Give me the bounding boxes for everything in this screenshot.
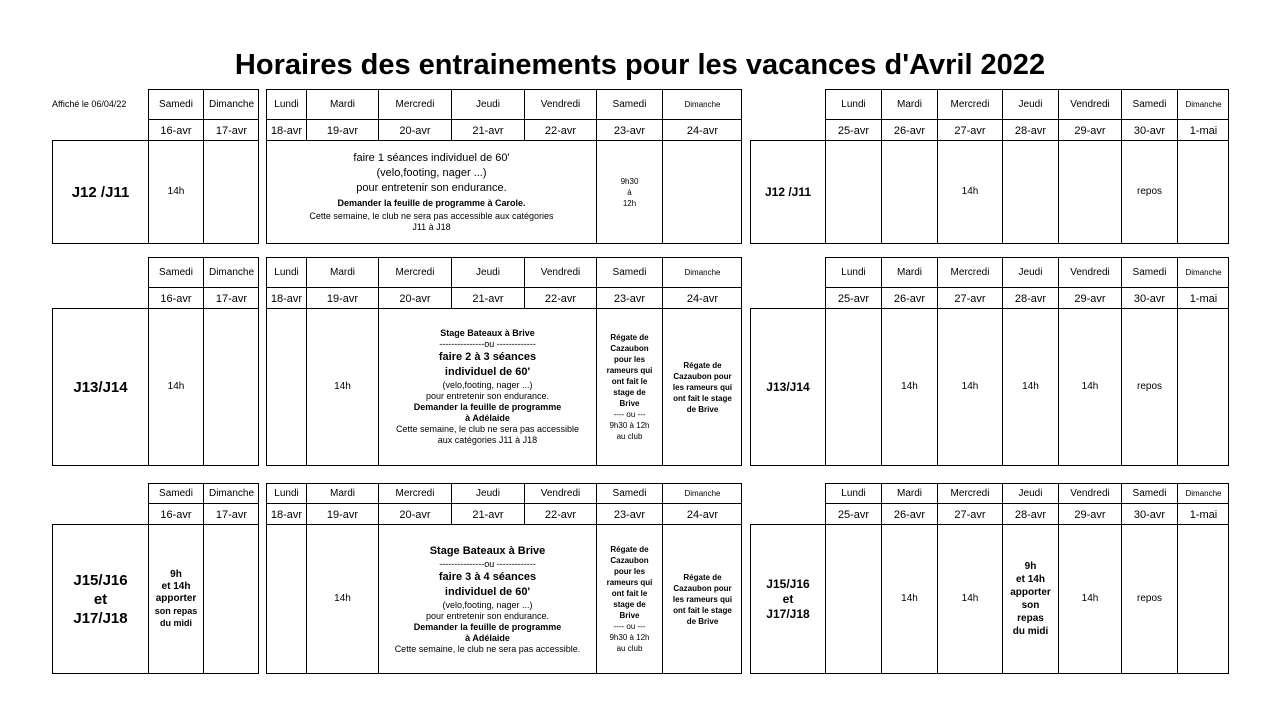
- date-header: 26-avr: [882, 504, 938, 525]
- week2-header: [825, 483, 1229, 525]
- day-header: Samedi: [149, 90, 204, 120]
- date-header: 18-avr: [267, 288, 307, 309]
- day-header: Jeudi: [452, 484, 525, 504]
- date-header: 16-avr: [149, 288, 204, 309]
- session-wed27: 14h: [938, 309, 1003, 465]
- group-label: J15/J16 et J17/J18: [53, 525, 149, 673]
- session-sun24: [663, 141, 742, 243]
- day-header: Vendredi: [1059, 90, 1122, 120]
- date-header: 17-avr: [215, 124, 248, 137]
- session-fri29: [1059, 141, 1122, 243]
- date-header: 1-mai: [1189, 508, 1218, 521]
- week2-header: [825, 257, 1229, 309]
- day-header: Samedi: [1122, 258, 1178, 288]
- day-header: Lundi: [267, 484, 307, 504]
- day-header: Samedi: [149, 258, 204, 288]
- week1-header: [266, 257, 742, 309]
- day-header: Mercredi: [379, 90, 452, 120]
- date-header: 27-avr: [938, 288, 1003, 309]
- group-label: J12 /J11: [751, 141, 826, 243]
- day-header: Vendredi: [525, 90, 597, 120]
- day-header: Dimanche: [204, 484, 259, 504]
- date-header: 27-avr: [938, 504, 1003, 525]
- session-sun17: [204, 141, 259, 243]
- group-j12-week2: [750, 140, 1229, 244]
- session-tue19: 14h: [307, 525, 379, 673]
- day-header: Dimanche: [204, 258, 259, 288]
- session-sun01: [1178, 525, 1229, 673]
- date-header: 1-mai: [1189, 124, 1218, 137]
- date-header: 21-avr: [452, 288, 525, 309]
- day-header: Mardi: [307, 484, 379, 504]
- day-header: Lundi: [826, 484, 882, 504]
- day-header: Samedi: [597, 258, 663, 288]
- group-j15-week2: [750, 524, 1229, 674]
- date-header: 16-avr: [149, 120, 204, 141]
- session-sun17: [204, 525, 259, 673]
- date-header: 28-avr: [1003, 120, 1059, 141]
- session-sat30: repos: [1122, 525, 1178, 673]
- session-wed27: 14h: [938, 525, 1003, 673]
- day-header: Mercredi: [938, 258, 1003, 288]
- day-header: Jeudi: [1003, 258, 1059, 288]
- session-tue19: 14h: [307, 309, 379, 465]
- session-mon25: [826, 525, 882, 673]
- date-header: 20-avr: [379, 120, 452, 141]
- date-header: 24-avr: [686, 508, 719, 521]
- date-header: 25-avr: [826, 504, 882, 525]
- group-label: J15/J16 et J17/J18: [751, 525, 826, 673]
- week1-weekend-header: [148, 257, 259, 309]
- date-header: 29-avr: [1059, 288, 1122, 309]
- day-header: Mercredi: [938, 484, 1003, 504]
- date-header: 17-avr: [215, 508, 248, 521]
- date-header: 29-avr: [1059, 120, 1122, 141]
- session-sat16: 14h: [149, 309, 204, 465]
- session-sun24: Régate de Cazaubon pour les rameurs qui ont fait le stage de Brive: [672, 360, 733, 414]
- week-note: faire 1 séances individuel de 60' (velo,footing, nager ...) pour entretenir son endurance. Demander la feuille de programme à Carole. Cette semaine, le club ne sera pas accessible aux catégories J11 à J18: [267, 141, 597, 243]
- day-header: Dimanche: [663, 484, 742, 504]
- date-header: 23-avr: [597, 120, 663, 141]
- day-header: Jeudi: [1003, 90, 1059, 120]
- session-mon25: [826, 141, 882, 243]
- week2-header: [825, 89, 1229, 141]
- session-mon18: [267, 309, 307, 465]
- day-header: Mercredi: [938, 90, 1003, 120]
- day-header: Lundi: [826, 90, 882, 120]
- session-sun17: [204, 309, 259, 465]
- day-header: Mercredi: [379, 258, 452, 288]
- date-header: 23-avr: [597, 288, 663, 309]
- session-tue26: 14h: [882, 309, 938, 465]
- date-header: 27-avr: [938, 120, 1003, 141]
- date-header: 1-mai: [1189, 292, 1218, 305]
- date-header: 30-avr: [1122, 288, 1178, 309]
- date-header: 26-avr: [882, 120, 938, 141]
- session-sun01: [1178, 141, 1229, 243]
- day-header: Dimanche: [1178, 484, 1229, 504]
- group-j13-week2: [750, 308, 1229, 466]
- day-header: Dimanche: [663, 258, 742, 288]
- date-header: 24-avr: [686, 124, 719, 137]
- week-note: Stage Bateaux à Brive ---------------ou ------------- faire 2 à 3 séances individuel de 60' (velo,footing, nager ...) pour entretenir son endurance. Demander la feuille de programme à Adélaide Cette semaine, le club ne sera pas accessible aux catégories J11 à J18: [379, 309, 597, 465]
- session-thu28: [1003, 141, 1059, 243]
- day-header: Mardi: [882, 90, 938, 120]
- date-header: 19-avr: [307, 120, 379, 141]
- date-header: 17-avr: [215, 292, 248, 305]
- date-header: 23-avr: [597, 504, 663, 525]
- day-header: Mardi: [307, 258, 379, 288]
- group-j15-row: [52, 524, 259, 674]
- day-header: Dimanche: [1178, 90, 1229, 120]
- session-sun24: Régate de Cazaubon pour les rameurs qui ont fait le stage de Brive: [672, 572, 733, 626]
- day-header: Dimanche: [204, 90, 259, 120]
- day-header: Samedi: [1122, 90, 1178, 120]
- date-header: 28-avr: [1003, 288, 1059, 309]
- week-note: Stage Bateaux à Brive ---------------ou ------------- faire 3 à 4 séances individuel de 60' (velo,footing, nager ...) pour entretenir son endurance. Demander la feuille de programme à Adélaide Cette semaine, le club ne sera pas accessible.: [379, 525, 597, 673]
- group-label: J13/J14: [53, 309, 149, 465]
- session-mon25: [826, 309, 882, 465]
- day-header: Vendredi: [525, 258, 597, 288]
- week1-header: [266, 483, 742, 525]
- date-header: 29-avr: [1059, 504, 1122, 525]
- date-header: 18-avr: [267, 504, 307, 525]
- day-header: Dimanche: [663, 90, 742, 120]
- session-fri29: 14h: [1059, 525, 1122, 673]
- day-header: Vendredi: [1059, 484, 1122, 504]
- week1-weekend-header: [148, 483, 259, 525]
- day-header: Vendredi: [1059, 258, 1122, 288]
- date-header: 18-avr: [267, 120, 307, 141]
- group-j12-row: [52, 140, 259, 244]
- day-header: Lundi: [267, 90, 307, 120]
- date-header: 22-avr: [525, 120, 597, 141]
- day-header: Mardi: [307, 90, 379, 120]
- day-header: Jeudi: [452, 90, 525, 120]
- group-j13-week1: [266, 308, 742, 466]
- posted-date: Affiché le 06/04/22: [52, 99, 127, 109]
- group-j13-row: [52, 308, 259, 466]
- date-header: 19-avr: [307, 288, 379, 309]
- date-header: 30-avr: [1122, 120, 1178, 141]
- week1-header: [266, 89, 742, 141]
- day-header: Samedi: [597, 90, 663, 120]
- day-header: Jeudi: [452, 258, 525, 288]
- session-sat16: 9h et 14h apporter son repas du midi: [149, 525, 204, 673]
- date-header: 16-avr: [149, 504, 204, 525]
- day-header: Samedi: [597, 484, 663, 504]
- day-header: Samedi: [1122, 484, 1178, 504]
- date-header: 25-avr: [826, 288, 882, 309]
- session-thu28: 9h et 14h apporter son repas du midi: [1003, 525, 1059, 673]
- date-header: 20-avr: [379, 504, 452, 525]
- session-tue26: 14h: [882, 525, 938, 673]
- day-header: Mercredi: [379, 484, 452, 504]
- date-header: 19-avr: [307, 504, 379, 525]
- date-header: 22-avr: [525, 288, 597, 309]
- day-header: Vendredi: [525, 484, 597, 504]
- date-header: 28-avr: [1003, 504, 1059, 525]
- date-header: 26-avr: [882, 288, 938, 309]
- day-header: Jeudi: [1003, 484, 1059, 504]
- session-sat23: Régate de Cazaubon pour les rameurs qui ont fait le stage de Brive ---- ou --- 9h30 à 12h au club: [597, 309, 663, 465]
- group-label: J12 /J11: [53, 141, 149, 243]
- session-mon18: [267, 525, 307, 673]
- group-label: J13/J14: [751, 309, 826, 465]
- day-header: Lundi: [267, 258, 307, 288]
- day-header: Samedi: [149, 484, 204, 504]
- date-header: 22-avr: [525, 504, 597, 525]
- session-sat23: Régate de Cazaubon pour les rameurs qui ont fait le stage de Brive ---- ou --- 9h30 à 12h au club: [597, 525, 663, 673]
- day-header: Lundi: [826, 258, 882, 288]
- date-header: 20-avr: [379, 288, 452, 309]
- date-header: 25-avr: [826, 120, 882, 141]
- page-title: Horaires des entrainements pour les vacances d'Avril 2022: [234, 49, 1046, 81]
- date-header: 30-avr: [1122, 504, 1178, 525]
- group-j15-week1: [266, 524, 742, 674]
- session-sat30: repos: [1122, 141, 1178, 243]
- day-header: Mardi: [882, 258, 938, 288]
- date-header: 21-avr: [452, 504, 525, 525]
- day-header: Mardi: [882, 484, 938, 504]
- group-j12-week1: [266, 140, 742, 244]
- session-thu28: 14h: [1003, 309, 1059, 465]
- day-header: Dimanche: [1178, 258, 1229, 288]
- date-header: 21-avr: [452, 120, 525, 141]
- session-tue26: [882, 141, 938, 243]
- session-sun01: [1178, 309, 1229, 465]
- week1-weekend-header: [148, 89, 259, 141]
- session-sat23: 9h30 à 12h: [597, 141, 663, 243]
- session-sat30: repos: [1122, 309, 1178, 465]
- session-wed27: 14h: [938, 141, 1003, 243]
- session-sat16: 14h: [149, 141, 204, 243]
- session-fri29: 14h: [1059, 309, 1122, 465]
- date-header: 24-avr: [686, 292, 719, 305]
